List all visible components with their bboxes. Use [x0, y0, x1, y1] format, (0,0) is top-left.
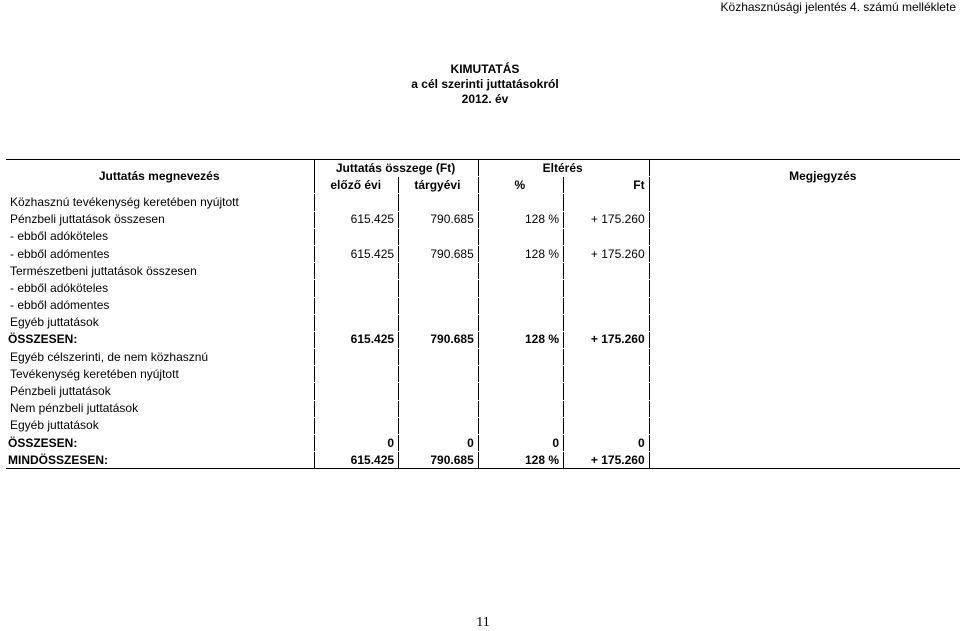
diff-ft — [564, 417, 650, 434]
table-row — [6, 383, 960, 400]
document-header: Közhasznúsági jelentés 4. számú melléklete — [720, 0, 956, 14]
row-label: - ebből adóköteles — [10, 280, 109, 295]
current-year-value — [399, 228, 479, 245]
col-amount-header: Juttatás összege (Ft) — [315, 160, 478, 177]
note-cell — [649, 435, 960, 452]
current-year-value — [399, 383, 479, 400]
note-cell — [649, 263, 960, 280]
diff-ft — [564, 228, 650, 245]
diff-ft — [564, 400, 650, 417]
current-year-value — [399, 280, 479, 297]
diff-percent — [478, 263, 563, 280]
col-diff-header: Eltérés — [478, 160, 649, 177]
table-row — [6, 314, 960, 331]
row-label: - ebből adómentes — [10, 246, 110, 261]
diff-percent — [478, 280, 563, 297]
note-cell — [649, 194, 960, 211]
diff-percent — [478, 366, 563, 383]
note-cell — [649, 297, 960, 314]
table-row — [6, 211, 960, 228]
row-label: - ebből adóköteles — [10, 229, 109, 244]
prev-year-value — [315, 297, 399, 314]
table-row — [6, 435, 960, 452]
prev-year-value: 615.425 — [315, 245, 399, 262]
row-label: Közhasznú tevékenység keretében nyújtott — [6, 194, 315, 211]
note-cell — [649, 314, 960, 331]
table-row — [6, 400, 960, 417]
prev-year-value — [315, 194, 399, 211]
table-row — [6, 417, 960, 434]
note-cell — [649, 417, 960, 434]
diff-ft: 0 — [564, 435, 650, 452]
current-year-value — [399, 366, 479, 383]
prev-year-value: 615.425 — [315, 452, 399, 469]
prev-year-value — [315, 366, 399, 383]
current-year-value: 790.685 — [399, 211, 479, 228]
row-label: - ebből adómentes — [10, 298, 110, 313]
diff-ft — [564, 194, 650, 211]
table-row — [6, 245, 960, 262]
diff-percent — [478, 297, 563, 314]
prev-year-value — [315, 417, 399, 434]
note-cell — [649, 211, 960, 228]
diff-ft: + 175.260 — [564, 331, 650, 348]
diff-percent — [478, 417, 563, 434]
row-label: MINDÖSSZESEN: — [6, 452, 315, 469]
diff-ft — [564, 383, 650, 400]
current-year-value: 790.685 — [399, 245, 479, 262]
col-note-header: Megjegyzés — [649, 160, 960, 194]
diff-percent — [478, 314, 563, 331]
prev-year-value — [315, 228, 399, 245]
note-cell — [649, 366, 960, 383]
note-cell — [649, 280, 960, 297]
diff-ft — [564, 349, 650, 366]
diff-ft: + 175.260 — [564, 211, 650, 228]
current-year-value — [399, 400, 479, 417]
prev-year-value: 615.425 — [315, 331, 399, 348]
row-label: Egyéb célszerinti, de nem közhasznú — [6, 349, 315, 366]
col-prev-header: előző évi — [315, 177, 399, 194]
row-label: Egyéb juttatások — [10, 418, 99, 433]
note-cell — [649, 349, 960, 366]
diff-ft — [564, 280, 650, 297]
col-curr-header: tárgyévi — [399, 177, 479, 194]
diff-percent — [478, 383, 563, 400]
note-cell — [649, 228, 960, 245]
prev-year-value — [315, 400, 399, 417]
current-year-value — [399, 263, 479, 280]
prev-year-value — [315, 263, 399, 280]
prev-year-value: 0 — [315, 435, 399, 452]
row-label: Természetbeni juttatások összesen — [6, 263, 315, 280]
diff-percent: 128 % — [478, 452, 563, 469]
diff-percent — [478, 349, 563, 366]
col-pct-header: % — [478, 177, 563, 194]
prev-year-value — [315, 280, 399, 297]
title-line-1: KIMUTATÁS — [450, 62, 520, 76]
document-title — [0, 62, 960, 107]
diff-ft — [564, 366, 650, 383]
row-label: Tevékenység keretében nyújtott — [10, 366, 179, 381]
prev-year-value — [315, 383, 399, 400]
note-cell — [649, 331, 960, 348]
row-label: Nem pénzbeli juttatások — [10, 401, 139, 416]
table-row — [6, 349, 960, 366]
diff-percent — [478, 400, 563, 417]
table-row — [6, 194, 960, 211]
diff-ft: + 175.260 — [564, 452, 650, 469]
current-year-value — [399, 349, 479, 366]
note-cell — [649, 400, 960, 417]
note-cell — [649, 452, 960, 469]
diff-percent — [478, 194, 563, 211]
current-year-value: 790.685 — [399, 331, 479, 348]
table-row — [6, 297, 960, 314]
table-row — [6, 366, 960, 383]
diff-percent: 128 % — [478, 211, 563, 228]
current-year-value: 790.685 — [399, 452, 479, 469]
diff-ft: + 175.260 — [564, 245, 650, 262]
note-cell — [649, 383, 960, 400]
diff-percent: 128 % — [478, 331, 563, 348]
table-row — [6, 452, 960, 469]
title-line-2: a cél szerinti juttatásokról — [411, 77, 559, 91]
table-row — [6, 263, 960, 280]
diff-percent: 128 % — [478, 245, 563, 262]
benefits-table — [6, 159, 960, 469]
row-label: ÖSSZESEN: — [8, 332, 78, 347]
row-label: Pénzbeli juttatások összesen — [10, 212, 165, 227]
row-label: Pénzbeli juttatások — [10, 384, 111, 399]
table-row — [6, 228, 960, 245]
header-row-1 — [6, 160, 960, 177]
page-number: 11 — [476, 615, 490, 630]
diff-ft — [564, 297, 650, 314]
current-year-value — [399, 194, 479, 211]
diff-ft — [564, 263, 650, 280]
row-label: Egyéb juttatások — [10, 315, 99, 330]
prev-year-value — [315, 314, 399, 331]
current-year-value — [399, 314, 479, 331]
col-ft-header: Ft — [564, 177, 650, 194]
title-line-3: 2012. év — [461, 92, 509, 106]
col-name-header: Juttatás megnevezés — [6, 160, 315, 194]
table-row — [6, 280, 960, 297]
diff-percent: 0 — [478, 435, 563, 452]
prev-year-value — [315, 349, 399, 366]
current-year-value — [399, 297, 479, 314]
diff-percent — [478, 228, 563, 245]
row-label: ÖSSZESEN: — [6, 435, 315, 452]
note-cell — [649, 245, 960, 262]
current-year-value: 0 — [399, 435, 479, 452]
prev-year-value: 615.425 — [315, 211, 399, 228]
current-year-value — [399, 417, 479, 434]
table-row — [6, 331, 960, 348]
diff-ft — [564, 314, 650, 331]
